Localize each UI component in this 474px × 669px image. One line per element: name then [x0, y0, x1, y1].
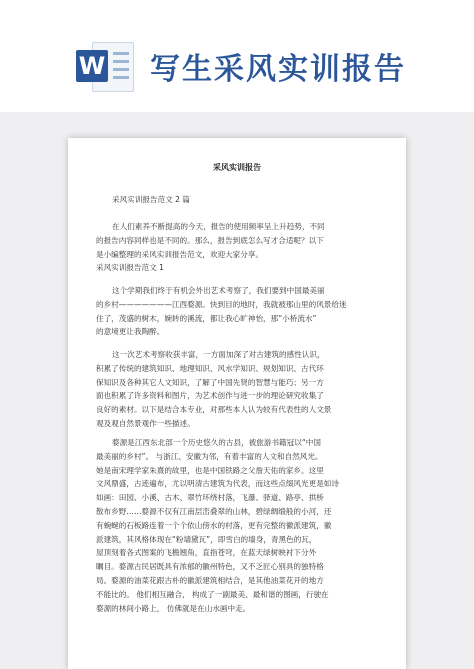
text-line: 这个学期我们终于有机会外出艺术考察了，我们要到中国最美丽: [112, 286, 325, 295]
text-line: 文风鼎盛，古迹遍布，尤以明清古建筑为代表，而这些点缀风光更是如诗: [96, 479, 339, 489]
paragraph-intro: [96, 220, 325, 261]
paragraph-wuyuan: [96, 436, 339, 615]
text-line: 良好的素材。以下是结合本专业，对那些本人认为较有代表性的人文景: [96, 405, 332, 415]
text-line: 的乡村———————江西婺源。快到目的地时，我就被那山里的风景给迷: [96, 299, 347, 309]
page-title: 写生采风实训报告: [150, 52, 406, 87]
text-line: 积累了传统的建筑知识、地理知识、风水学知识、规划知识、古代环: [96, 363, 324, 373]
section-heading: [96, 261, 164, 275]
text-line: 婺源的林间小路上， 仿佛就是在山水画中走。: [96, 603, 251, 613]
document-subtitle: [112, 193, 190, 207]
header-banner: [0, 0, 474, 112]
text-line: 有蜿蜒的石板路连着一个个依山傍水的村落，更有完整的徽派建筑，徽: [96, 520, 332, 530]
text-line: 如画：田园、小溪、古木、翠竹环绕村落，飞瀑、驿道、路亭、拱桥: [96, 493, 324, 503]
text-line: 派建筑，其风格体现在“粉墙黛瓦”，即雪白的墙身，青黑色的瓦，: [96, 534, 317, 544]
text-line: 观及观自然景观作一些描述。: [96, 418, 195, 428]
text-line: 的报告内容同样也是不同的。那么，报告到底怎么写才合适呢？以下: [96, 235, 324, 245]
text-line: 局。婺源的油菜花跟古朴的徽派建筑相结合，是其他油菜花开的地方: [96, 575, 324, 585]
text-line: 采风实训报告范文 2 篇: [112, 195, 191, 204]
text-line: 她是南宋理学家朱熹的故里，也是中国铁路之父詹天佑的家乡。这里: [96, 465, 324, 475]
text-line: 不能比的。 他们相互融合， 构成了一副最美、最和谐的图画，行驶在: [96, 589, 329, 599]
text-line: 最美丽的乡村”。 与浙江、安徽为邻，有着丰富的人文和自然风光。: [96, 451, 323, 461]
text-line: 在人们素养不断提高的今天，报告的使用频率呈上升趋势，不同: [112, 222, 325, 231]
text-line: 采风实训报告范文 1: [96, 263, 164, 272]
text-line: 瞩目。婺源古民居既具有浓郁的徽州特色，又不乏匠心别具的独特格: [96, 562, 324, 572]
text-line: 面也积累了许多资料和图片，为艺术创作与进一步的理论研究收集了: [96, 391, 324, 401]
text-line: 婺源是江西东北部一个历史悠久的古县，被旅游书籍冠以“中国: [112, 438, 321, 447]
text-line: 这一次艺术考察收获丰富，一方面加深了对古建筑的感性认识，: [112, 350, 325, 359]
word-document-icon: [76, 40, 134, 92]
paragraph-trip: [96, 284, 347, 339]
text-line: 散布乡野……婺源不仅有江南层峦叠翠的山林，碧绿绸缎般的小河，还: [96, 506, 332, 516]
text-line: 是小编整理的采风实训报告范文，欢迎大家分享。: [96, 249, 264, 259]
text-line: 屋顶刻着各式图案的飞檐翘角，直指苍穹，在蓝天绿树映衬下分外: [96, 548, 317, 558]
text-line: 住了，茂盛的树木，婉转的溪流，都让我心旷神怡，那“小桥流水”: [96, 313, 317, 323]
document-page: [68, 138, 406, 669]
word-badge: W: [76, 50, 108, 82]
text-line: 保知识及各种其它人文知识，了解了中国先贤的智慧与能巧；另一方: [96, 377, 324, 387]
paragraph-harvest: [96, 348, 331, 431]
document-title: 采风实训报告: [213, 163, 261, 172]
text-line: 的意境更让我陶醉。: [96, 327, 165, 337]
